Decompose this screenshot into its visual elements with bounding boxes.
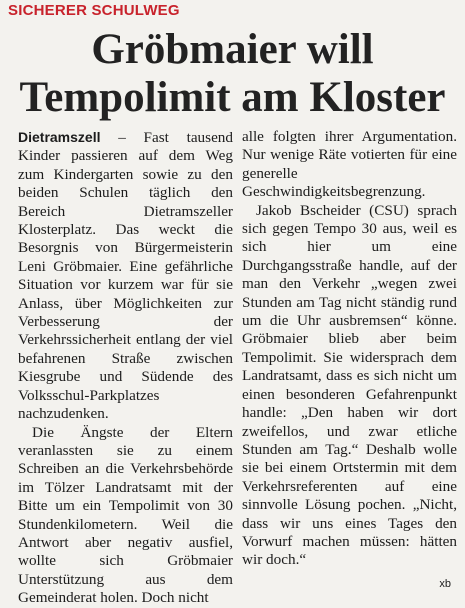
paragraph-2: Die Ängste der Eltern veranlassten sie zu einem Schreiben an die Verkehrsbehörde im Tölzer Landratsamt mit der Bitte um ein Tempolimit von 30 Stundenkilometern. Weil die Antwort aber negativ ausfiel, wollte sich Gröbmaier Unterstützung aus dem Gemeinderat holen. Doch nicht <box>18 423 233 607</box>
text-column-right <box>242 128 457 570</box>
section-kicker: SICHERER SCHULWEG <box>8 2 180 19</box>
paragraph-3: Jakob Bscheider (CSU) sprach sich gegen Tempo 30 aus, weil es sich hier um eine Durchgangsstraße handle, auf der man den Verkehr „wegen zwei Stunden am Tag nicht ständig rund um die Uhr ausbremsen“ könne. Gröbmaier blieb aber beim Tempolimit. Sie widersprach dem Landratsamt, dass es sich nicht um einen besonderen Gefahrenpunkt handle: „Den haben wir dort zweifellos, und zwar etliche Stunden am Tag.“ Deshalb wolle sie bei einem Ortstermin mit dem Verkehrsreferenten auf eine sinnvolle Lösung pochen. „Nicht, dass wir uns eines Tages den Vorwurf machen müssen: hätten wir doch.“ <box>242 201 457 569</box>
headline-line-2: Tempolimit am Kloster <box>19 74 446 121</box>
article-headline <box>0 26 465 122</box>
paragraph-2-continued: alle folgten ihrer Argumentation. Nur wenige Räte votierten für eine generelle Geschwindigkeitsbegrenzung. <box>242 128 457 201</box>
paragraph-1 <box>18 128 233 424</box>
paragraph-1-text: – Fast tausend Kinder passieren auf dem Weg zum Kindergarten sowie zu den beiden Schulen täglich den Bereich Dietramszeller Klosterplatz. Das weckt die Besorgnis von Bürgermeisterin Leni Gröbmaier. Eine gefährliche Situation vor kurzem war für sie Anlass, über Möglichkeiten zur Verbesserung der Verkehrssicherheit entlang der viel befahrenen Straße zwischen Kiesgrube und Südende des Volksschul-Parkplatzes nachzudenken. <box>18 129 233 423</box>
headline-line-1: Gröbmaier will <box>91 26 374 73</box>
dateline: Dietramszell <box>18 129 101 145</box>
text-column-left <box>18 128 233 608</box>
author-initials: xb <box>439 578 451 590</box>
